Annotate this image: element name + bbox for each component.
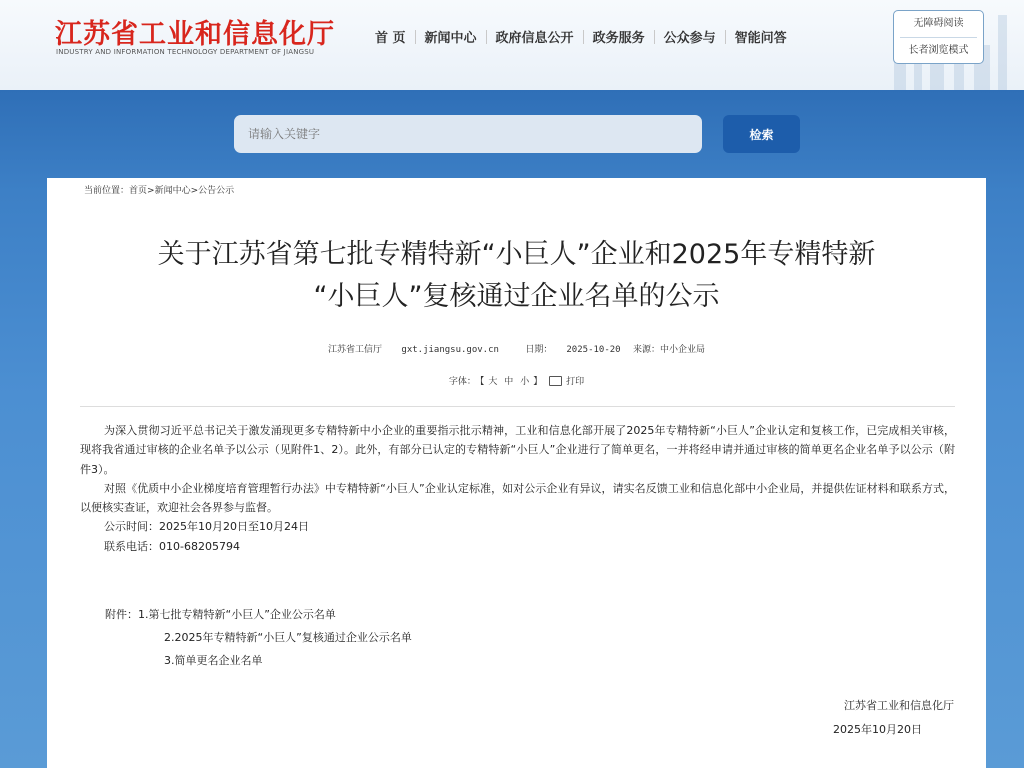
- site-header: [0, 0, 1024, 90]
- article-meta: [47, 342, 986, 355]
- attachment-row-3: [164, 652, 263, 668]
- meta-date: [518, 345, 705, 355]
- meta-date-label: 日期：: [525, 345, 553, 355]
- article-title-line-1: 关于江苏省第七批专精特新“小巨人”企业和2025年专精特新: [157, 239, 876, 270]
- font-size-large[interactable]: 大: [488, 377, 498, 387]
- meta-origin-value: 中小企业局: [660, 345, 706, 355]
- font-size-bracket-close: 】: [533, 377, 543, 387]
- nav-news-center[interactable]: 新闻中心: [424, 31, 477, 46]
- search-input[interactable]: [234, 115, 702, 153]
- article-paragraph: 为深入贯彻习近平总书记关于激发涌现更多专精特新中小企业的重要指示批示精神，工业和信息化部开展了2025年专精特新“小巨人”企业认定和复核工作，已完成相关审核，现将我省通过审核的企业名单予以公示（见附件1、2）。此外，有部分已认定的专精特新“小巨人”企业进行了简单更名，一并将经申请并通过审核的简单更名企业名单予以公示（附件3）。: [80, 424, 955, 476]
- breadcrumb-announcements[interactable]: 公告公示: [198, 186, 235, 196]
- signature-date: 2025年10月20日: [833, 723, 922, 736]
- print-link[interactable]: 打印: [566, 377, 585, 387]
- article-tools: [47, 374, 986, 387]
- accessible-reading-button[interactable]: 无障碍阅读: [913, 18, 964, 29]
- signature-org: 江苏省工业和信息化厅: [844, 699, 954, 712]
- nav-gov-services[interactable]: 政务服务: [592, 31, 645, 46]
- attachments-label: 附件：: [105, 608, 138, 621]
- article-title: [47, 234, 986, 318]
- attachment-link-3[interactable]: 3.简单更名企业名单: [164, 654, 263, 667]
- attachment-link-2[interactable]: 2.2025年专精特新“小巨人”复核通过企业公示名单: [164, 631, 412, 644]
- meta-date-value: 2025-10-20: [566, 345, 621, 355]
- contact-phone: 联系电话：010-68205794: [104, 539, 240, 553]
- publicity-period: 公示时间：2025年10月20日至10月24日: [104, 520, 309, 534]
- meta-origin-label: 来源：: [633, 345, 661, 355]
- breadcrumb-separator: >: [190, 186, 199, 196]
- article-paragraph: 对照《优质中小企业梯度培育管理暂行办法》中专精特新“小巨人”企业认定标准，如对公示企业有异议，请实名反馈工业和信息化部中小企业局，并提供佐证材料和联系方式，以便核实查证，欢迎社会各界参与监督。: [80, 481, 955, 515]
- meta-site: gxt.jiangsu.gov.cn: [401, 345, 499, 355]
- nav-home[interactable]: 首 页: [375, 31, 406, 46]
- font-size-bracket-open: 【: [479, 377, 485, 387]
- nav-gov-info[interactable]: 政府信息公开: [495, 31, 574, 46]
- breadcrumb-label: 当前位置：: [84, 186, 130, 196]
- site-logo-subtitle: INDUSTRY AND INFORMATION TECHNOLOGY DEPARTMENT OF JIANGSU: [56, 48, 315, 56]
- accessibility-panel: [893, 10, 984, 64]
- font-size-small[interactable]: 小: [520, 377, 530, 387]
- search-button[interactable]: 检索: [723, 115, 800, 153]
- attachment-link-1[interactable]: 1.第七批专精特新“小巨人”企业公示名单: [138, 608, 336, 621]
- article-title-line-2: “小巨人”复核通过企业名单的公示: [313, 281, 720, 312]
- site-logo-title[interactable]: 江苏省工业和信息化厅: [55, 19, 335, 50]
- font-size-medium[interactable]: 中: [504, 377, 514, 387]
- meta-source-org: 江苏省工信厅: [327, 345, 382, 355]
- attachment-row-1: [105, 606, 336, 622]
- breadcrumb: [84, 183, 234, 196]
- search-box: [234, 115, 702, 153]
- nav-public-participation[interactable]: 公众参与: [663, 31, 716, 46]
- nav-smart-qa[interactable]: 智能问答: [734, 31, 787, 46]
- article-body: [80, 421, 955, 556]
- breadcrumb-news-center[interactable]: 新闻中心: [154, 186, 191, 196]
- article-divider: [80, 406, 955, 407]
- main-nav: [366, 27, 796, 46]
- breadcrumb-separator: >: [147, 186, 155, 196]
- breadcrumb-home[interactable]: 首页: [129, 186, 148, 196]
- font-size-label: 字体：: [448, 377, 476, 387]
- print-icon[interactable]: [549, 376, 562, 386]
- elder-mode-button[interactable]: 长者浏览模式: [908, 45, 969, 56]
- attachment-row-2: [164, 629, 412, 645]
- article-panel: [47, 178, 986, 768]
